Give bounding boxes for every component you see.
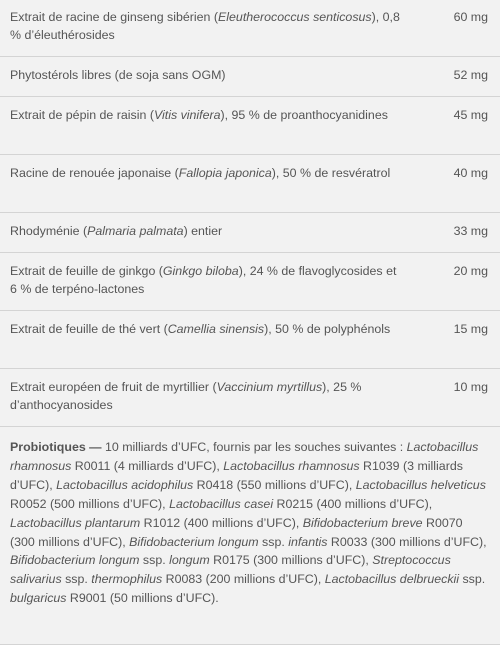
ingredient-name: Extrait européen de fruit de myrtillier (Vaccinium myrtillus), 25 % d’anthocyanosides bbox=[10, 380, 362, 412]
ingredient-name: Racine de renouée japonaise (Fallopia japonica), 50 % de resvératrol bbox=[10, 166, 391, 180]
ingredient-amount: 10 mg bbox=[453, 380, 488, 394]
ingredient-name: Phytostérols libres (de soja sans OGM) bbox=[10, 68, 226, 82]
ingredient-amount: 40 mg bbox=[453, 166, 488, 180]
ingredient-amount: 52 mg bbox=[453, 68, 488, 82]
probiotics-title: Probiotiques — bbox=[10, 440, 102, 454]
ingredient-row bbox=[0, 97, 500, 155]
ingredient-amount: 15 mg bbox=[453, 322, 488, 336]
ingredient-name: Extrait de feuille de thé vert (Camellia sinensis), 50 % de polyphénols bbox=[10, 322, 391, 336]
ingredient-row bbox=[0, 213, 500, 253]
ingredient-row bbox=[0, 155, 500, 213]
ingredient-name: Extrait de racine de ginseng sibérien (Eleutherococcus senticosus), 0,8 % d’éleuthérosides bbox=[10, 10, 400, 42]
ingredient-row bbox=[0, 57, 500, 97]
ingredient-amount: 20 mg bbox=[453, 264, 488, 278]
ingredient-name: Extrait de feuille de ginkgo (Ginkgo biloba), 24 % de flavoglycosides et 6 % de terpéno-lactones bbox=[10, 264, 397, 296]
ingredient-name: Rhodyménie (Palmaria palmata) entier bbox=[10, 224, 223, 238]
probiotics-paragraph: Probiotiques — 10 milliards d’UFC, fournis par les souches suivantes : Lactobacillus rhamnosus R0011 (4 milliards d’UFC), Lactobacillus rhamnosus R1039 (3 milliards d’UFC), Lactobacillus acidophilus R0418 (550 millions d’UFC), Lactobacillus helveticus R0052 (500 millions d’UFC), Lactobacillus casei R0215 (400 millions d’UFC), Lactobacillus plantarum R1012 (400 millions d’UFC), Bifidobacterium breve R0070 (300 millions d’UFC), Bifidobacterium longum ssp. infantis R0033 (300 millions d’UFC), Bifidobacterium longum ssp. longum R0175 (300 millions d’UFC), Streptococcus salivarius ssp. thermophilus R0083 (200 millions d’UFC), Lactobacillus delbrueckii ssp. bulgaricus R9001 (50 millions d’UFC). bbox=[10, 440, 487, 606]
ingredient-amount: 45 mg bbox=[453, 108, 488, 122]
ingredient-name: Extrait de pépin de raisin (Vitis vinifera), 95 % de proanthocyanidines bbox=[10, 108, 388, 122]
ingredient-row bbox=[0, 311, 500, 369]
ingredient-row bbox=[0, 253, 500, 311]
ingredient-row bbox=[0, 369, 500, 427]
ingredient-amount: 60 mg bbox=[453, 10, 488, 24]
ingredient-row bbox=[0, 0, 500, 57]
probiotics-intro: 10 milliards d’UFC, fournis par les souches suivantes : bbox=[101, 440, 407, 454]
ingredient-amount: 33 mg bbox=[453, 224, 488, 238]
